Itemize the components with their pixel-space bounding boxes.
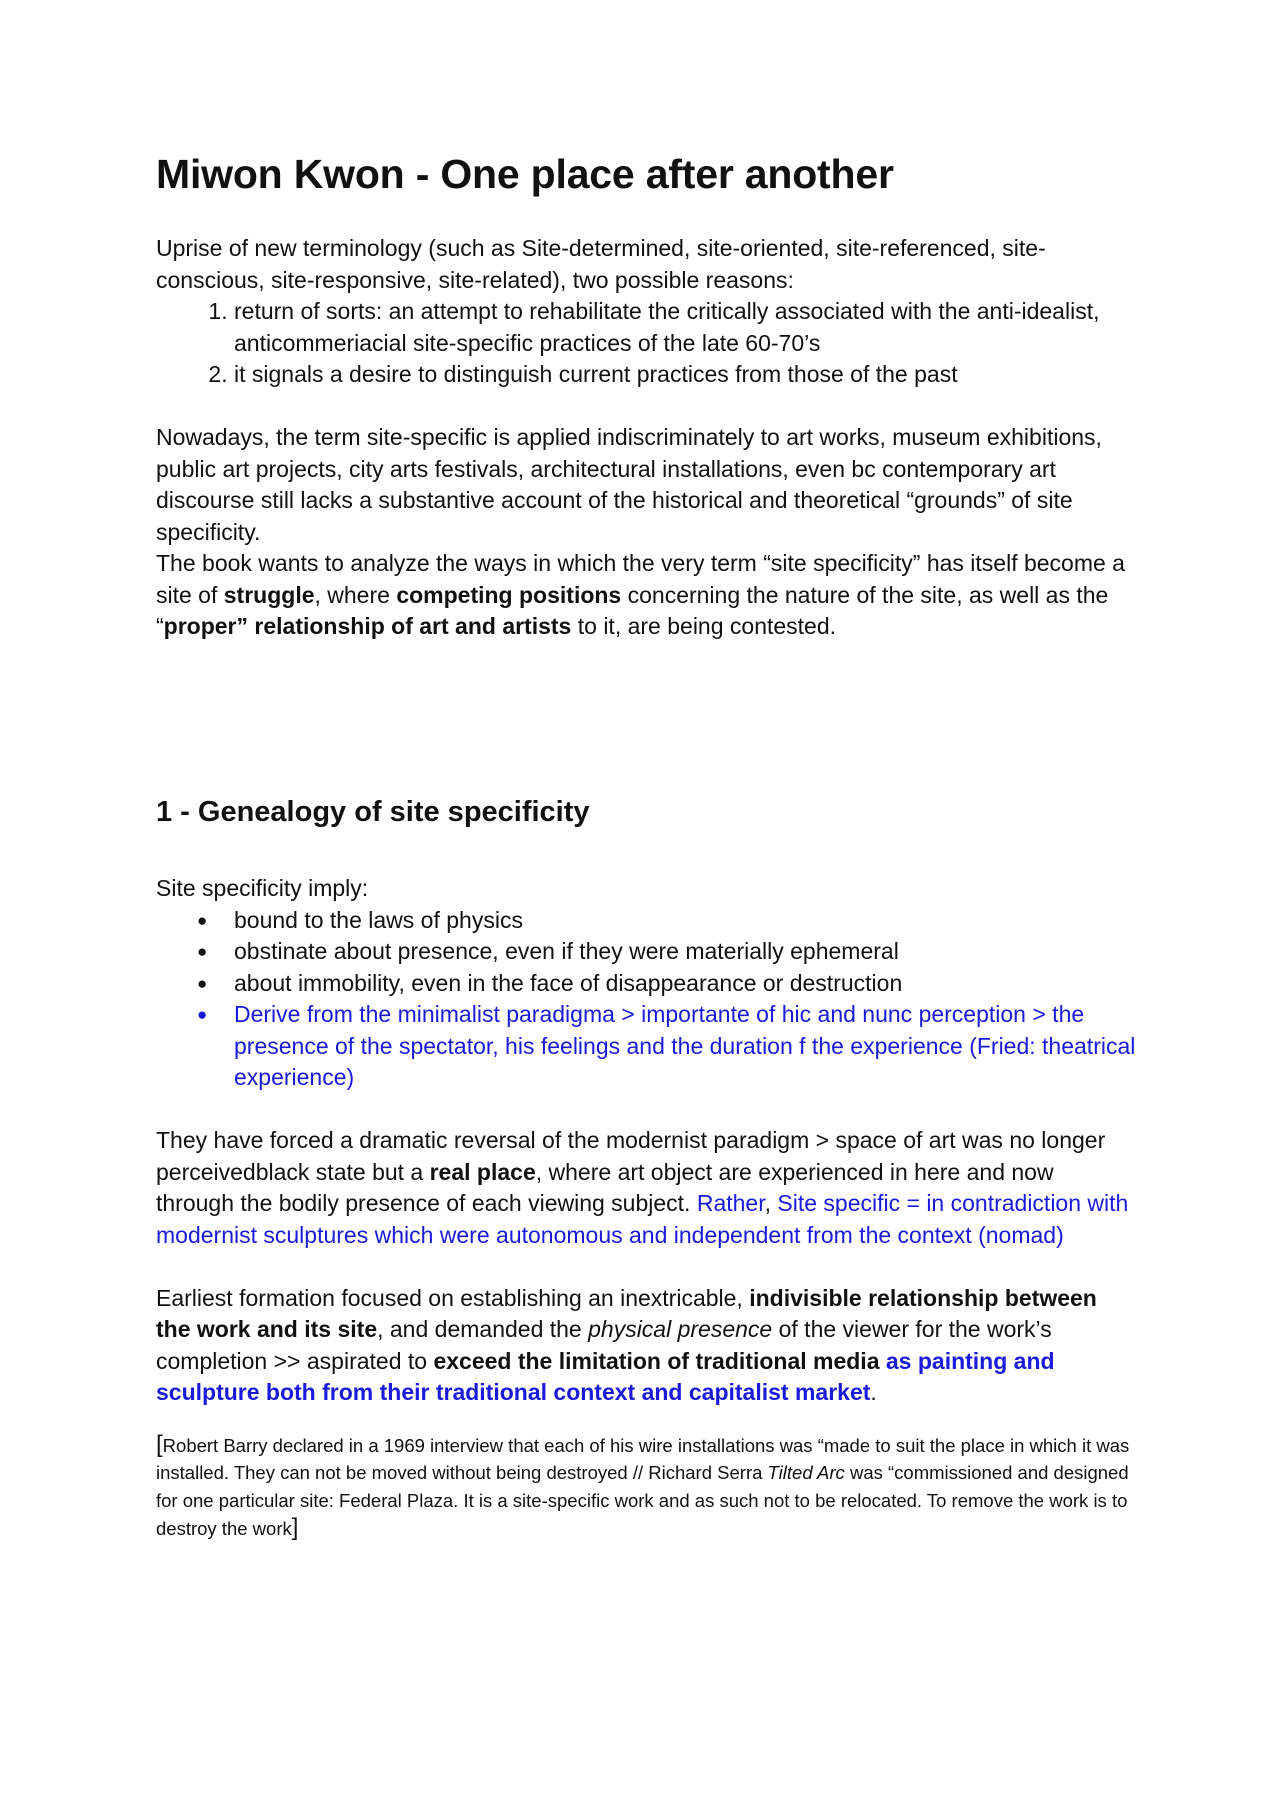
earliest-text-2: , and demanded the bbox=[377, 1316, 589, 1343]
tilted-arc-italic: Tilted Arc bbox=[767, 1462, 845, 1484]
implication-item-1: ● bound to the laws of physics bbox=[234, 905, 1136, 937]
spacer bbox=[156, 391, 1136, 423]
reversal-comma: , bbox=[764, 1190, 778, 1217]
spacer bbox=[156, 1094, 1136, 1126]
note-text-2: was “commissioned and designed for one particular site: Federal Plaza. It is a site-specific work and as such not to be relocated. To remove the work is to destroy the work bbox=[156, 1462, 1129, 1540]
real-place-bold: real place bbox=[429, 1158, 536, 1185]
section-spacer bbox=[156, 643, 1136, 795]
implication-item-blue: ● Derive from the minimalist paradigma > importante of hic and nunc perception > the presence of the spectator, his feelings and the duration f the experience (Fried: theatrical experience) bbox=[234, 999, 1136, 1094]
book-aim-text-2: , where bbox=[314, 581, 397, 608]
implications-lead: Site specificity imply: bbox=[156, 875, 369, 902]
earliest-period: . bbox=[870, 1379, 877, 1406]
examples-note bbox=[156, 1431, 1136, 1543]
reason-item-2: 2. it signals a desire to distinguish current practices from those of the past bbox=[234, 359, 1136, 391]
book-aim-paragraph bbox=[156, 548, 1136, 643]
spacer bbox=[156, 1251, 1136, 1283]
book-aim-text-1: The book wants to analyze the ways in which the very term “site specificity” has itself become a site of bbox=[156, 550, 1125, 608]
struggle-bold: struggle bbox=[223, 581, 315, 608]
reason-item-1: 1. return of sorts: an attempt to rehabilitate the critically associated with the anti-idealist, anticommeriacial site-specific practices of the late 60-70’s bbox=[234, 296, 1136, 359]
reversal-paragraph bbox=[156, 1125, 1136, 1251]
section-heading: 1 - Genealogy of site specificity bbox=[156, 795, 590, 828]
reasons-list bbox=[156, 296, 1136, 391]
document-title: Miwon Kwon - One place after another bbox=[156, 151, 894, 197]
note-text-1: Robert Barry declared in a 1969 interview that each of his wire installations was “made to suit the place in which it was installed. They can not be moved without being destroyed // Richard Serra bbox=[156, 1434, 1130, 1484]
book-aim-text-4: to it, are being contested. bbox=[571, 613, 837, 640]
nowadays-paragraph: Nowadays, the term site-specific is applied indiscriminately to art works, museum exhibitions, public art projects, city arts festivals, architectural installations, even bc contemporary art discourse still lacks a substantive account of the historical and theoretical “grounds” of site specificity. bbox=[156, 424, 1102, 545]
note-open-bracket: [ bbox=[156, 1430, 163, 1458]
earliest-formation-paragraph bbox=[156, 1283, 1136, 1409]
document-page bbox=[156, 150, 1136, 1543]
earliest-text-3: of the viewer for the work’s completion >> aspirated to bbox=[156, 1316, 1052, 1374]
implication-item-2: ● obstinate about presence, even if they were materially ephemeral bbox=[234, 936, 1136, 968]
earliest-text-1: Earliest formation focused on establishing an inextricable, bbox=[156, 1284, 750, 1311]
competing-positions-bold: competing positions bbox=[396, 581, 622, 608]
book-aim-text-3: concerning the nature of the site, as well as the “ bbox=[156, 581, 1109, 640]
spacer bbox=[156, 1409, 1136, 1431]
note-close-bracket: ] bbox=[291, 1514, 299, 1542]
indivisible-relationship-bold: indivisible relationship between the work and its site bbox=[156, 1284, 1097, 1343]
painting-sculpture-blue-bold: as painting and sculpture both from their traditional context and capitalist market bbox=[156, 1347, 1055, 1406]
rather-blue: Rather bbox=[696, 1190, 765, 1217]
reversal-text-1: They have forced a dramatic reversal of the modernist paradigm > space of art was no longer perceivedblack state but a bbox=[156, 1127, 1106, 1185]
intro-paragraph: Uprise of new terminology (such as Site-determined, site-oriented, site-referenced, site-conscious, site-responsive, site-related), two possible reasons: bbox=[156, 235, 1046, 293]
physical-presence-italic: physical presence bbox=[588, 1316, 773, 1343]
implication-item-3: ● about immobility, even in the face of disappearance or destruction bbox=[234, 968, 1136, 1000]
proper-relationship-bold: proper” relationship of art and artists bbox=[163, 613, 572, 640]
implications-list bbox=[156, 905, 1136, 1094]
exceed-limitation-bold: exceed the limitation of traditional media bbox=[433, 1347, 880, 1374]
site-specific-blue: Site specific = in contradiction with modernist sculptures which were autonomous and independent from the context (nomad) bbox=[156, 1190, 1129, 1248]
reversal-text-2: , where art object are experienced in here and now through the bodily presence of each viewing subject. bbox=[156, 1158, 1054, 1217]
